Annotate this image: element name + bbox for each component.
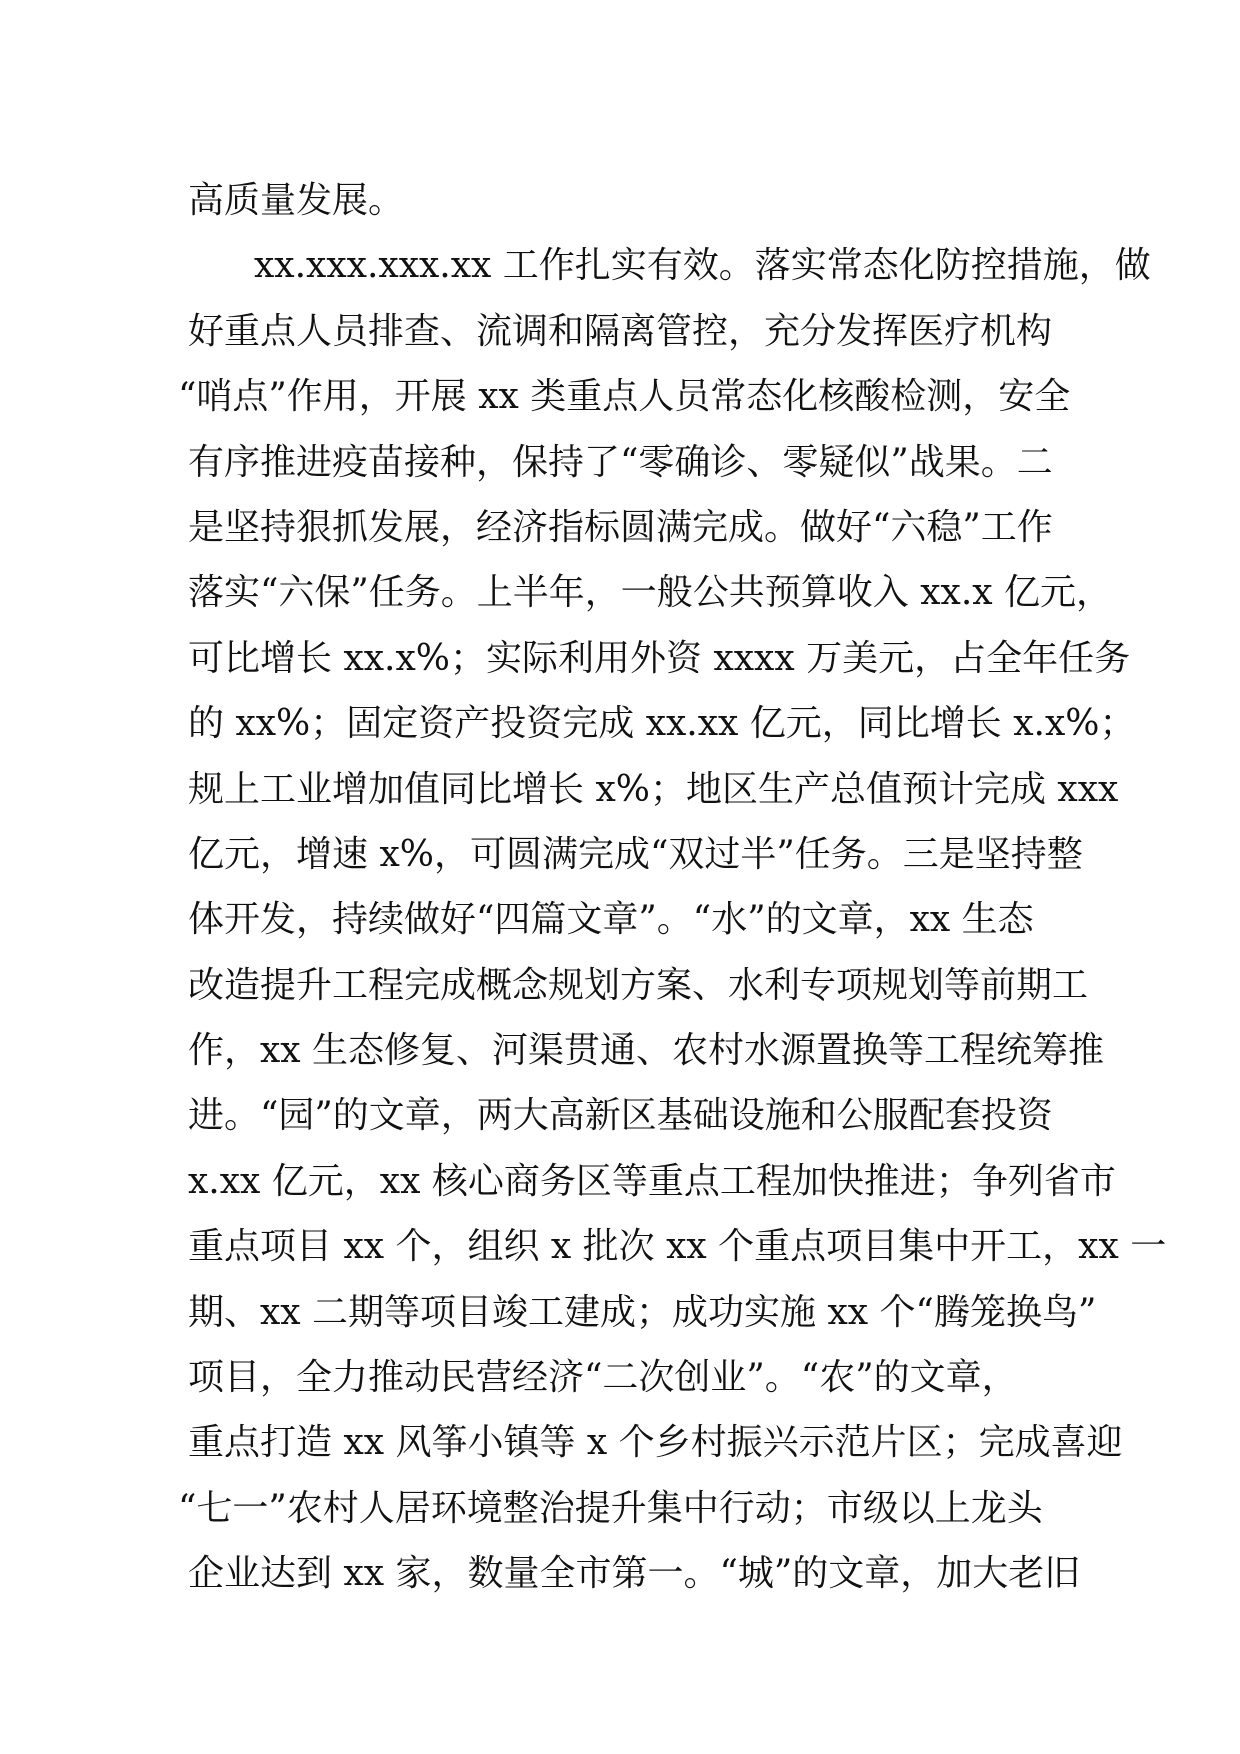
text-line: 体开发，持续做好“四篇文章”。“水”的文章，xx 生态: [188, 899, 1034, 941]
text-line: x.xx 亿元，xx 核心商务区等重点工程加快推进；争列省市: [188, 1160, 1116, 1202]
text-line: 好重点人员排查、流调和隔离管控，充分发挥医疗机构: [188, 310, 1053, 352]
text-line: 重点打造 xx 风筝小镇等 x 个乡村振兴示范片区；完成喜迎: [188, 1422, 1123, 1464]
text-line: “七一”农村人居环境整治提升集中行动；市级以上龙头: [178, 1487, 1043, 1529]
text-line: 项目，全力推动民营经济“二次创业”。“农”的文章，: [188, 1357, 1018, 1399]
text-line: 企业达到 xx 家，数量全市第一。“城”的文章，加大老旧: [188, 1553, 1081, 1595]
text-line: 规上工业增加值同比增长 x%；地区生产总值预计完成 xxx: [188, 768, 1119, 810]
text-line: 作，xx 生态修复、河渠贯通、农村水源置换等工程统筹推: [188, 1030, 1105, 1072]
text-line: 进。“园”的文章，两大高新区基础设施和公服配套投资: [188, 1095, 1053, 1137]
text-line: 的 xx%；固定资产投资完成 xx.xx 亿元，同比增长 x.x%；: [188, 703, 1136, 745]
text-line: 是坚持狠抓发展，经济指标圆满完成。做好“六稳”工作: [188, 506, 1053, 548]
text-line: 期、xx 二期等项目竣工建成；成功实施 xx 个“腾笼换鸟”: [188, 1291, 1097, 1333]
paragraph-first-line: xx.xxx.xxx.xx 工作扎实有效。落实常态化防控措施，做: [254, 245, 1151, 287]
text-line: 重点项目 xx 个，组织 x 批次 xx 个重点项目集中开工，xx 一: [188, 1226, 1167, 1268]
body-text: [178, 168, 1167, 1607]
text-line: 高质量发展。: [188, 180, 405, 221]
text-line: 亿元，增速 x%，可圆满完成“双过半”任务。三是坚持整: [188, 833, 1083, 875]
text-line: 落实“六保”任务。上半年，一般公共预算收入 xx.x 亿元，: [188, 572, 1113, 614]
text-line: 可比增长 xx.x%；实际利用外资 xxxx 万美元，占全年任务: [188, 637, 1131, 679]
text-line: 改造提升工程完成概念规划方案、水利专项规划等前期工: [188, 964, 1089, 1006]
text-line: 有序推进疫苗接种，保持了“零确诊、零疑似”战果。二: [188, 441, 1053, 483]
text-line: “哨点”作用，开展 xx 类重点人员常态化核酸检测，安全: [178, 376, 1071, 418]
